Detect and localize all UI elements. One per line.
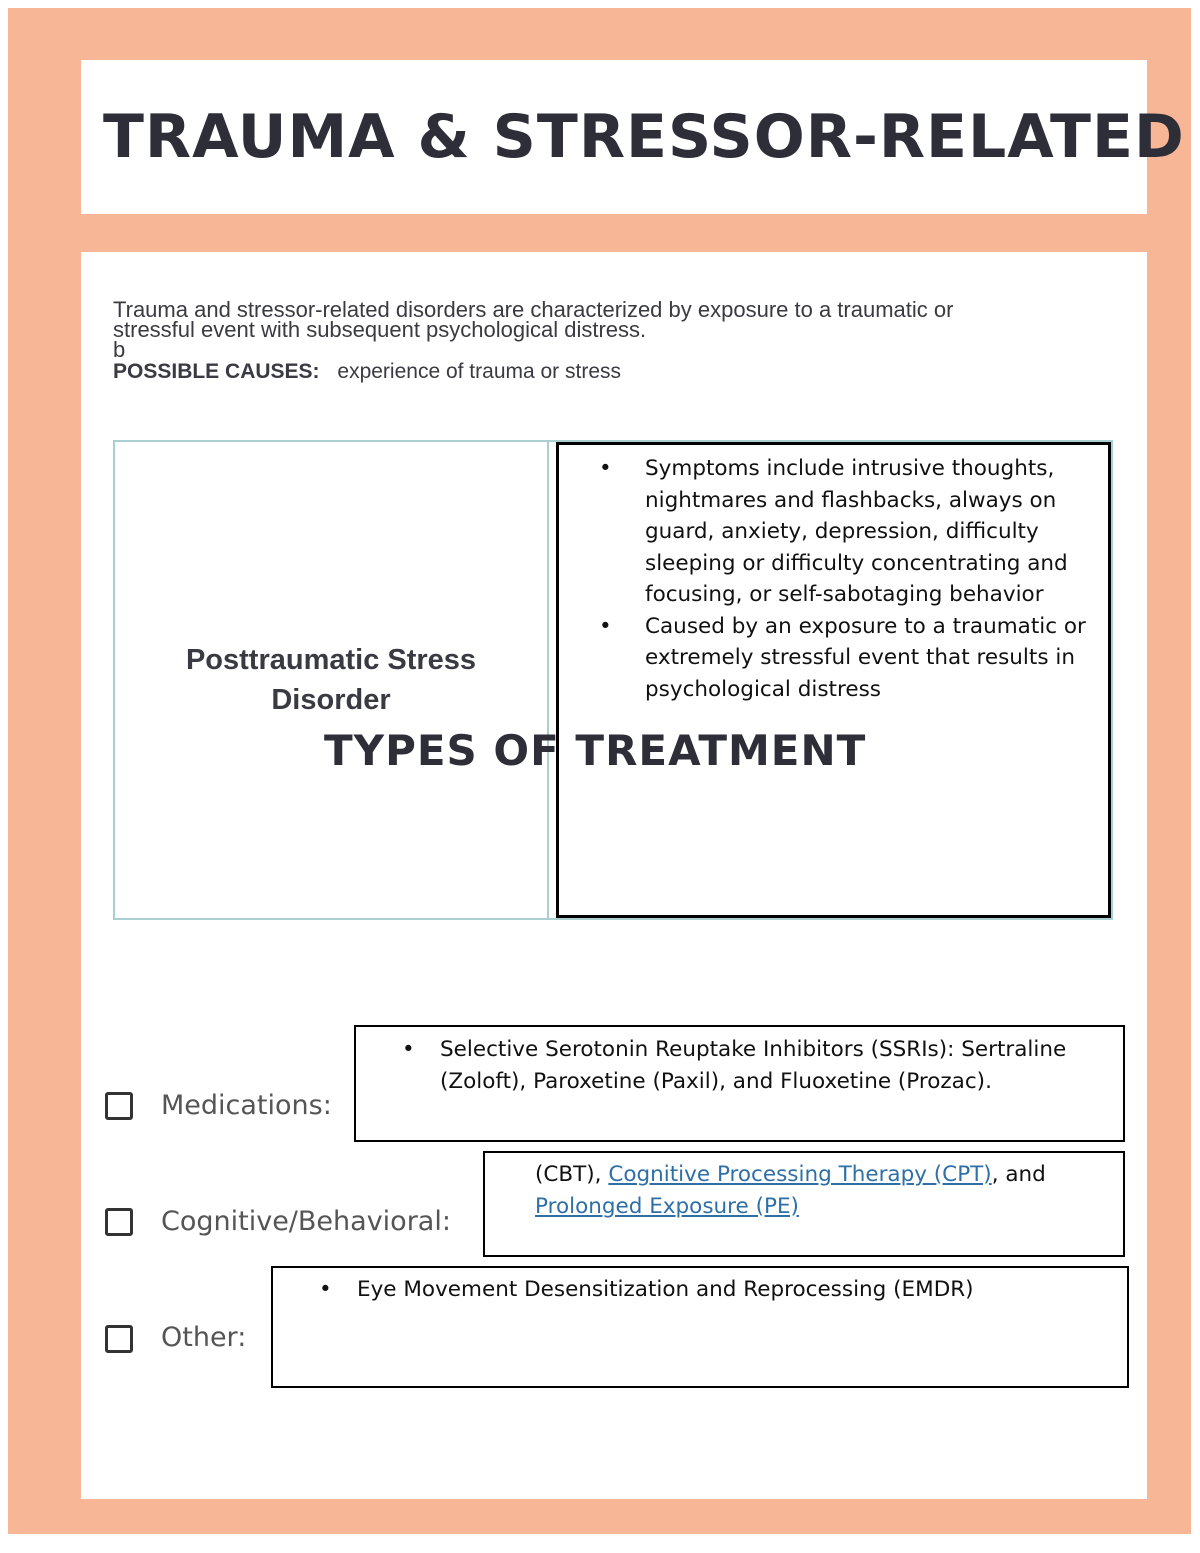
cognitive-checkbox[interactable] [105,1208,133,1236]
cognitive-prefix: (CBT), [535,1162,609,1187]
causes-label: POSSIBLE CAUSES: [113,360,320,383]
cognitive-text [535,1159,1103,1222]
title-card [81,60,1185,214]
disorder-name: Posttraumatic Stress Disorder [115,442,549,918]
other-box[interactable] [271,1266,1129,1388]
intro-text: Trauma and stressor-related disorders are characterized by exposure to a traumatic or stressful event with subsequent psychological distress. [113,297,954,342]
pe-link[interactable]: Prolonged Exposure (PE) [535,1193,799,1219]
medications-box[interactable] [354,1025,1125,1142]
list-item: • Selective Serotonin Reuptake Inhibitors (SSRIs): Sertraline (Zoloft), Paroxetine (Paxil), and Fluoxetine (Prozac). [402,1034,1123,1097]
medications-checkbox[interactable] [105,1092,133,1120]
possible-causes [113,360,621,384]
medications-list [402,1034,1123,1097]
disorder-details-box[interactable] [556,442,1111,918]
disorder-bullet-list [599,453,1099,705]
other-checkbox[interactable] [105,1325,133,1353]
list-item: • Caused by an exposure to a traumatic or extremely stressful event that results in psychological distress [599,611,1099,706]
causes-value: experience of trauma or stress [337,360,622,383]
cpt-link[interactable]: Cognitive Processing Therapy (CPT) [608,1162,992,1187]
disorder-table [113,440,1113,920]
list-item: • Eye Movement Desensitization and Reprocessing (EMDR) [319,1274,1127,1306]
stray-character: b [113,337,126,362]
other-label: Other: [161,1322,247,1353]
page-title: TRAUMA & STRESSOR-RELATED [103,102,1185,172]
page-frame [8,8,1191,1534]
treatment-title: TYPES OF TREATMENT [324,726,867,775]
other-list [319,1274,1127,1306]
list-item: • Symptoms include intrusive thoughts, nightmares and flashbacks, always on guard, anxiety, depression, difficulty sleeping or difficulty concentrating and focusing, or self-sabotaging behavior [599,453,1099,611]
intro-paragraph [113,297,1033,362]
medications-label: Medications: [161,1090,332,1121]
cognitive-middle: , and [991,1162,1046,1187]
cognitive-box[interactable] [483,1151,1125,1257]
cognitive-label: Cognitive/Behavioral: [161,1206,451,1237]
